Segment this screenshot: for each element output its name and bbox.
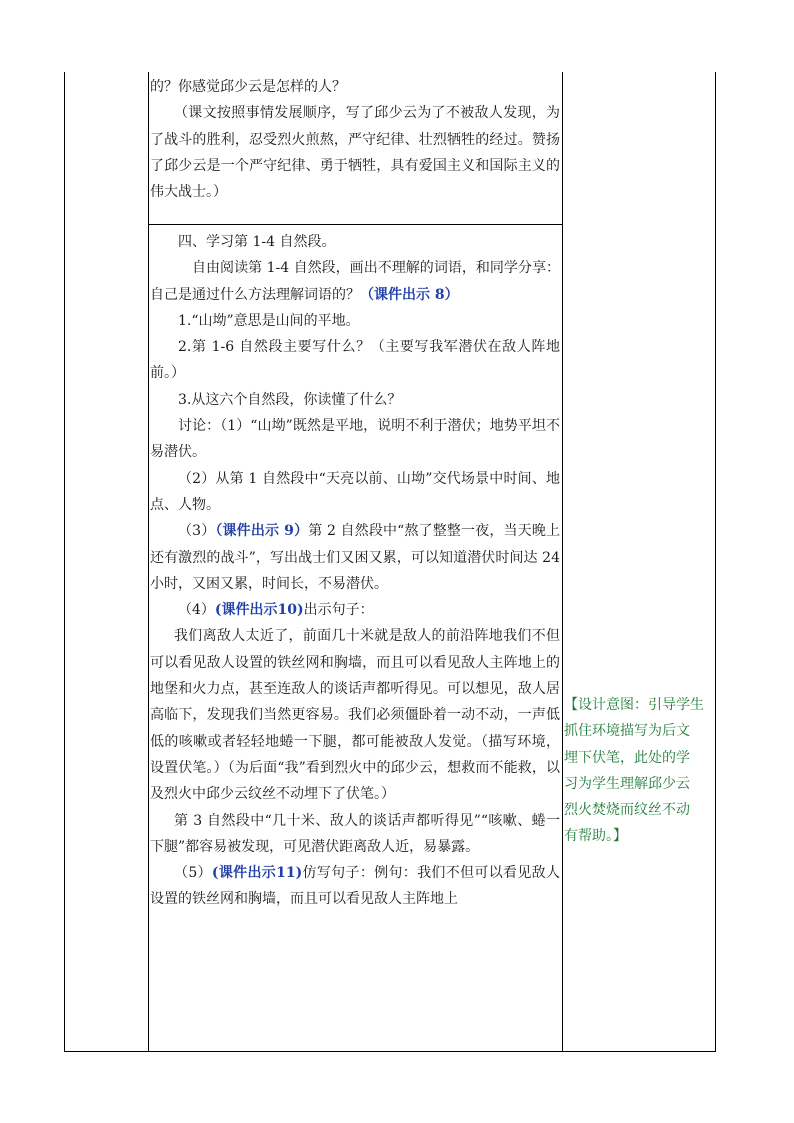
discussion-5-num: （5） <box>174 865 212 882</box>
design-note-line: 有帮助。】 <box>564 828 627 845</box>
section-heading: 四、学习第 1-4 自然段。 <box>178 234 336 250</box>
discussion-4 <box>150 597 560 623</box>
table-border-left <box>64 72 65 1052</box>
courseware-tag-10: (课件出示10) <box>214 602 304 619</box>
section-intro <box>150 74 560 205</box>
design-note-line: 烈火焚烧而纹丝不动 <box>564 802 690 819</box>
design-note-line: 【设计意图：引导学生 <box>564 697 704 713</box>
paragraph-3-analysis: 第 3 自然段中“几十米、敌人的谈话声都听得见”“咳嗽、蜷一下腿”都容易被发现，可见潜伏距离敌人近，易暴露。 <box>150 812 560 855</box>
table-border-right <box>715 72 716 1052</box>
design-note-line: 抓住环境描写为后文 <box>564 723 690 740</box>
table-border-bottom <box>64 1051 716 1052</box>
design-note-line: 习为学生理解邱少云 <box>564 775 690 792</box>
discussion-2: （2）从第 1 自然段中“天亮以前、山坳”交代场景中时间、地点、人物。 <box>150 470 560 513</box>
discussion-4-num: （4） <box>178 602 215 619</box>
courseware-tag-11: (课件出示11) <box>211 865 303 882</box>
question-3: 3.从这六个自然段，你读懂了什么？ <box>178 391 402 408</box>
discussion-3 <box>150 518 560 597</box>
design-intent-note <box>564 692 716 850</box>
discussion-3-text: 第 2 自然段中“熬了整整一夜，当天晚上还有激烈的战斗”，写出战士们又困又累，可以知道潜伏时间达 24 小时，又困又累，时间长，不易潜伏。 <box>150 523 560 592</box>
design-note-line: 埋下伏笔，此处的学 <box>564 749 690 766</box>
question-line: 的？你感觉邱少云是怎样的人？ <box>150 79 346 95</box>
intro-text: 自由阅读第 1-4 自然段，画出不理解的词语，和同学分享：自己是通过什么方法理解词语的？ <box>150 260 560 303</box>
section-divider <box>148 224 562 225</box>
discussion-5 <box>150 860 560 913</box>
discussion-4-text: 出示句子： <box>303 602 374 619</box>
intro-paragraph <box>150 255 560 308</box>
quoted-passage: 我们离敌人太近了，前面几十米就是敌人的前沿阵地我们不但可以看见敌人设置的铁丝网和胸墙，而且可以看见敌人主阵地上的地堡和火力点，甚至连敌人的谈话声都听得见。可以想见，敌人居高临下，发现我们当然更容易。我们必须僵卧着一动不动，一声低低的咳嗽或者轻轻地蜷一下腿，都可能被敌人发觉。（描写环境，设置伏笔。）（为后面“我”看到烈火中的邱少云，想救而不能救，以及烈火中邱少云纹丝不动埋下了伏笔。） <box>150 628 560 803</box>
question-2: 2.第 1-6 自然段主要写什么？（主要写我军潜伏在敌人阵地前。） <box>150 339 560 382</box>
courseware-tag-8: （课件出示 8） <box>360 286 459 303</box>
question-1: 1.“山坳”意思是山间的平地。 <box>178 312 360 329</box>
table-column-divider-1 <box>148 72 149 1052</box>
answer-paragraph: （课文按照事情发展顺序，写了邱少云为了不被敌人发现，为了战斗的胜利，忍受烈火煎熬，严守纪律、壮烈牺牲的经过。赞扬了邱少云是一个严守纪律、勇于牺牲，具有爱国主义和国际主义的伟大战士。） <box>150 105 560 201</box>
section-four <box>150 229 560 913</box>
courseware-tag-9: （课件出示 9） <box>215 523 309 540</box>
discussion-1: 讨论：（1）“山坳”既然是平地，说明不利于潜伏；地势平坦不易潜伏。 <box>150 418 560 461</box>
table-column-divider-2 <box>562 72 563 1052</box>
discussion-3-num: （3） <box>178 523 216 540</box>
discussion-5-text: 仿写句子：例句：我们不但可以看见敌人设置的铁丝网和胸墙，而且可以看见敌人主阵地上 <box>150 865 560 908</box>
